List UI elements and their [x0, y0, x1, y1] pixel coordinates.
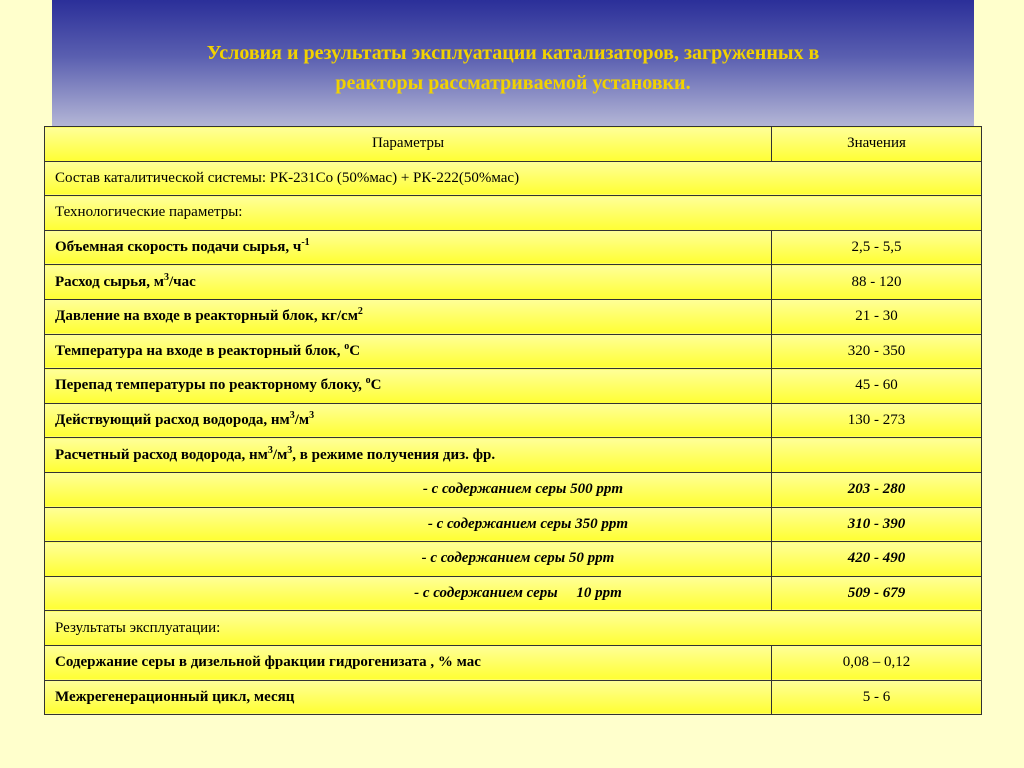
temp-drop-label: Перепад температуры по реакторному блоку, $^о$С [45, 369, 772, 404]
sulfur-500-value: 203 - 280 [772, 472, 982, 507]
slide-title-line-2: реакторы рассматриваемой установки. [335, 72, 691, 94]
temperature-label: Температура на входе в реакторный блок, $^о$С [45, 334, 772, 369]
h2-actual-label: Действующий расход водорода, $нм^3/м^3$ [45, 403, 772, 438]
h2-calc-value [772, 438, 982, 473]
slide-title-line-1: Условия и результаты эксплуатации катализаторов, загруженных в [206, 42, 820, 64]
h2-actual-value: 130 - 273 [772, 403, 982, 438]
sulfur-row [45, 542, 982, 577]
cycle-value: 5 - 6 [772, 680, 982, 715]
temp-drop-value: 45 - 60 [772, 369, 982, 404]
results-heading: Результаты эксплуатации: [45, 611, 982, 646]
space-velocity-label: Объемная скорость подачи сырья, $ч^{-1}$ [45, 230, 772, 265]
header-values: Значения [772, 127, 982, 162]
pressure-value: 21 - 30 [772, 299, 982, 334]
table-row [45, 299, 982, 334]
sulfur-row [45, 507, 982, 542]
tech-params-heading: Технологические параметры: [45, 196, 982, 231]
header-parameters: Параметры [45, 127, 772, 162]
sulfur-350-label: - с содержанием серы 350 ppm [45, 507, 772, 542]
table-row [45, 438, 982, 473]
table-row [45, 196, 982, 231]
sulfur-10-value: 509 - 679 [772, 576, 982, 611]
table-row [45, 369, 982, 404]
parameters-table [44, 126, 982, 715]
sulfur-content-label: Содержание серы в дизельной фракции гидрогенизата , % мас [45, 645, 772, 680]
sulfur-50-label: - с содержанием серы 50 ppm [45, 542, 772, 577]
sulfur-500-label: - с содержанием серы 500 ppm [45, 472, 772, 507]
table-row [45, 161, 982, 196]
sulfur-350-value: 310 - 390 [772, 507, 982, 542]
feed-rate-value: 88 - 120 [772, 265, 982, 300]
sulfur-10-label: - с содержанием серы 10 ppm [45, 576, 772, 611]
table-row [45, 265, 982, 300]
table-row [45, 645, 982, 680]
slide-title [52, 38, 974, 98]
h2-calc-label: Расчетный расход водорода, $нм^3/м^3$, в режиме получения диз. фр. [45, 438, 772, 473]
space-velocity-value: 2,5 - 5,5 [772, 230, 982, 265]
sulfur-row [45, 576, 982, 611]
cycle-label: Межрегенерационный цикл, месяц [45, 680, 772, 715]
catalyst-composition: Состав каталитической системы: РК-231Со (50%мас) + РК-222(50%мас) [45, 161, 982, 196]
table-row [45, 680, 982, 715]
table-row [45, 230, 982, 265]
temperature-value: 320 - 350 [772, 334, 982, 369]
table-row [45, 611, 982, 646]
table-row [45, 334, 982, 369]
feed-rate-label: Расход сырья, $м^3$/час [45, 265, 772, 300]
pressure-label: Давление на входе в реакторный блок, $кг/см^2$ [45, 299, 772, 334]
sulfur-50-value: 420 - 490 [772, 542, 982, 577]
table-header-row [45, 127, 982, 162]
sulfur-row [45, 472, 982, 507]
sulfur-content-value: 0,08 – 0,12 [772, 645, 982, 680]
table-row [45, 403, 982, 438]
